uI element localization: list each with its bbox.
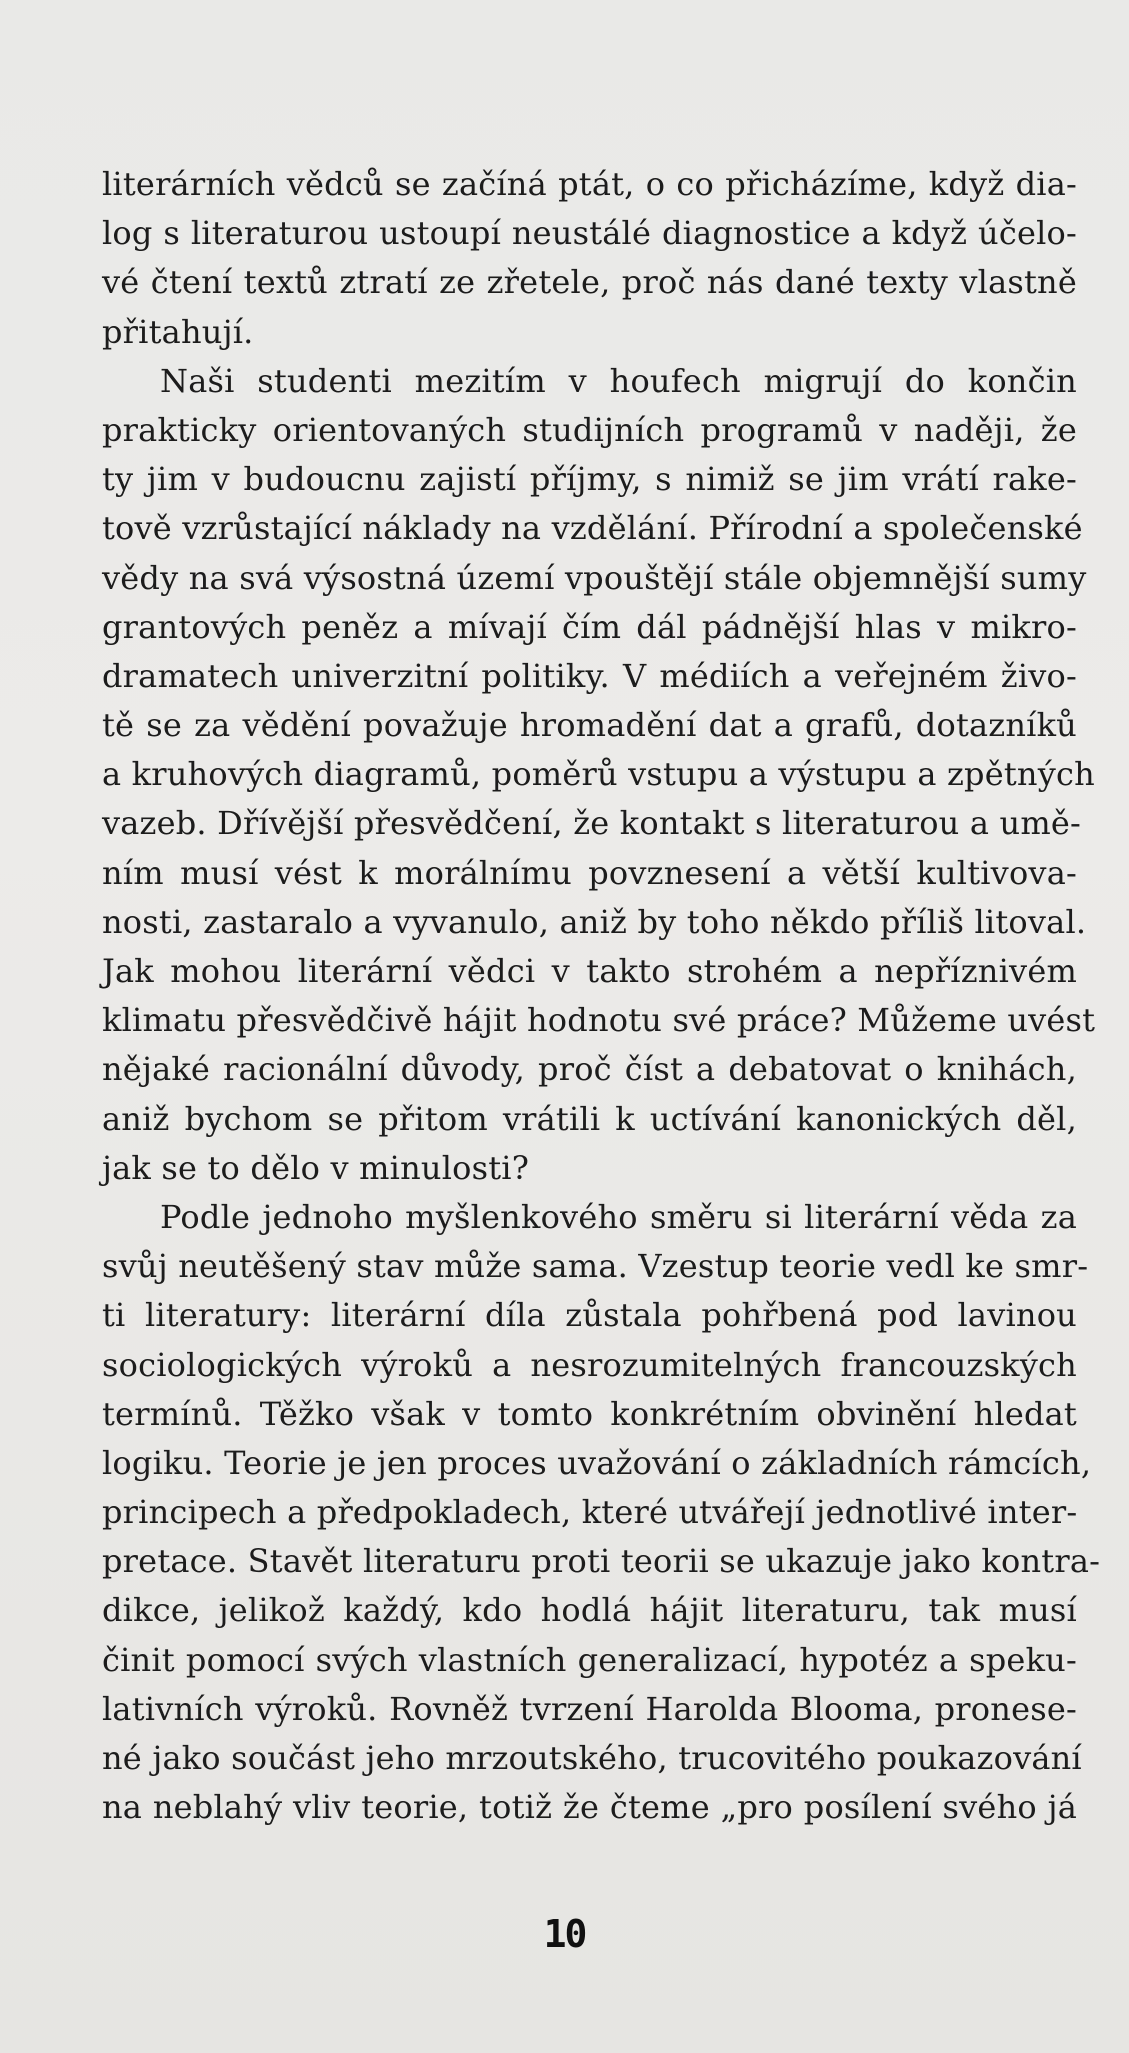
text-line: svůj neutěšený stav může sama. Vzestup teorie vedl ke smr- <box>102 1247 1089 1286</box>
text-line: log s literaturou ustoupí neustálé diagnostice a když účelo- <box>102 214 1077 253</box>
text-line: dikce, jelikož každý, kdo hodlá hájit literaturu, tak musí <box>102 1591 1077 1630</box>
text-line: sociologických výroků a nesrozumitelných francouzských <box>102 1345 1077 1384</box>
text-line: a kruhových diagramů, poměrů vstupu a výstupu a zpětných <box>102 755 1095 794</box>
text-line: lativních výroků. Rovněž tvrzení Harolda Blooma, pronese- <box>102 1689 1077 1728</box>
text-line: tě se za vědění považuje hromadění dat a grafů, dotazníků <box>102 706 1077 745</box>
text-line: logiku. Teorie je jen proces uvažování o základních rámcích, <box>102 1443 1092 1482</box>
text-line: termínů. Těžko však v tomto konkrétním obvinění hledat <box>102 1394 1077 1433</box>
text-line: literárních vědců se začíná ptát, o co přicházíme, když dia- <box>102 165 1077 203</box>
text-line: ním musí vést k morálnímu povznesení a větší kultivova- <box>102 853 1077 892</box>
text-line: vé čtení textů ztratí ze zřetele, proč nás dané texty vlastně <box>102 263 1077 302</box>
text-line: dramatech univerzitní politiky. V médiích a veřejném živo- <box>102 656 1077 695</box>
text-line: né jako součást jeho mrzoutského, trucovitého poukazování <box>102 1739 1082 1777</box>
page-number: 10 <box>543 1912 586 1956</box>
text-line: vazeb. Dřívější přesvědčení, že kontakt s literaturou a umě- <box>102 804 1082 843</box>
text-line: principech a předpokladech, které utvářejí jednotlivé inter- <box>102 1493 1078 1532</box>
text-line: pretace. Stavět literaturu proti teorii se ukazuje jako kontra- <box>102 1542 1101 1581</box>
text-line: tově vzrůstající náklady na vzdělání. Přírodní a společenské <box>102 509 1083 548</box>
text-line: prakticky orientovaných studijních programů v naději, že <box>102 410 1077 449</box>
text-line: aniž bychom se přitom vrátili k uctívání kanonických děl, <box>102 1099 1077 1138</box>
text-line: nějaké racionální důvody, proč číst a debatovat o knihách, <box>102 1050 1077 1089</box>
text-line: ty jim v budoucnu zajistí příjmy, s nimiž se jim vrátí rake- <box>102 460 1077 499</box>
text-line: jak se to dělo v minulosti? <box>102 1148 530 1187</box>
text-line: Jak mohou literární vědci v takto strohém a nepříznivém <box>102 952 1077 990</box>
body-text <box>102 160 1101 1832</box>
text-line: přitahují. <box>102 312 254 351</box>
text-line: ti literatury: literární díla zůstala pohřbená pod lavinou <box>102 1296 1077 1335</box>
text-line: grantových peněz a mívají čím dál pádnější hlas v mikro- <box>102 607 1077 646</box>
text-line: činit pomocí svých vlastních generalizací, hypotéz a speku- <box>102 1640 1077 1679</box>
text-line: klimatu přesvědčivě hájit hodnotu své práce? Můžeme uvést <box>102 1001 1096 1040</box>
text-line: Naši studenti mezitím v houfech migrují do končin <box>160 361 1077 400</box>
text-line: na neblahý vliv teorie, totiž že čteme „pro posílení svého já <box>102 1788 1077 1827</box>
text-line: Podle jednoho myšlenkového směru si literární věda za <box>160 1197 1077 1236</box>
text-line: vědy na svá výsostná území vpouštějí stále objemnější sumy <box>102 558 1087 597</box>
text-line: nosti, zastaralo a vyvanulo, aniž by toho někdo příliš litoval. <box>102 902 1087 941</box>
